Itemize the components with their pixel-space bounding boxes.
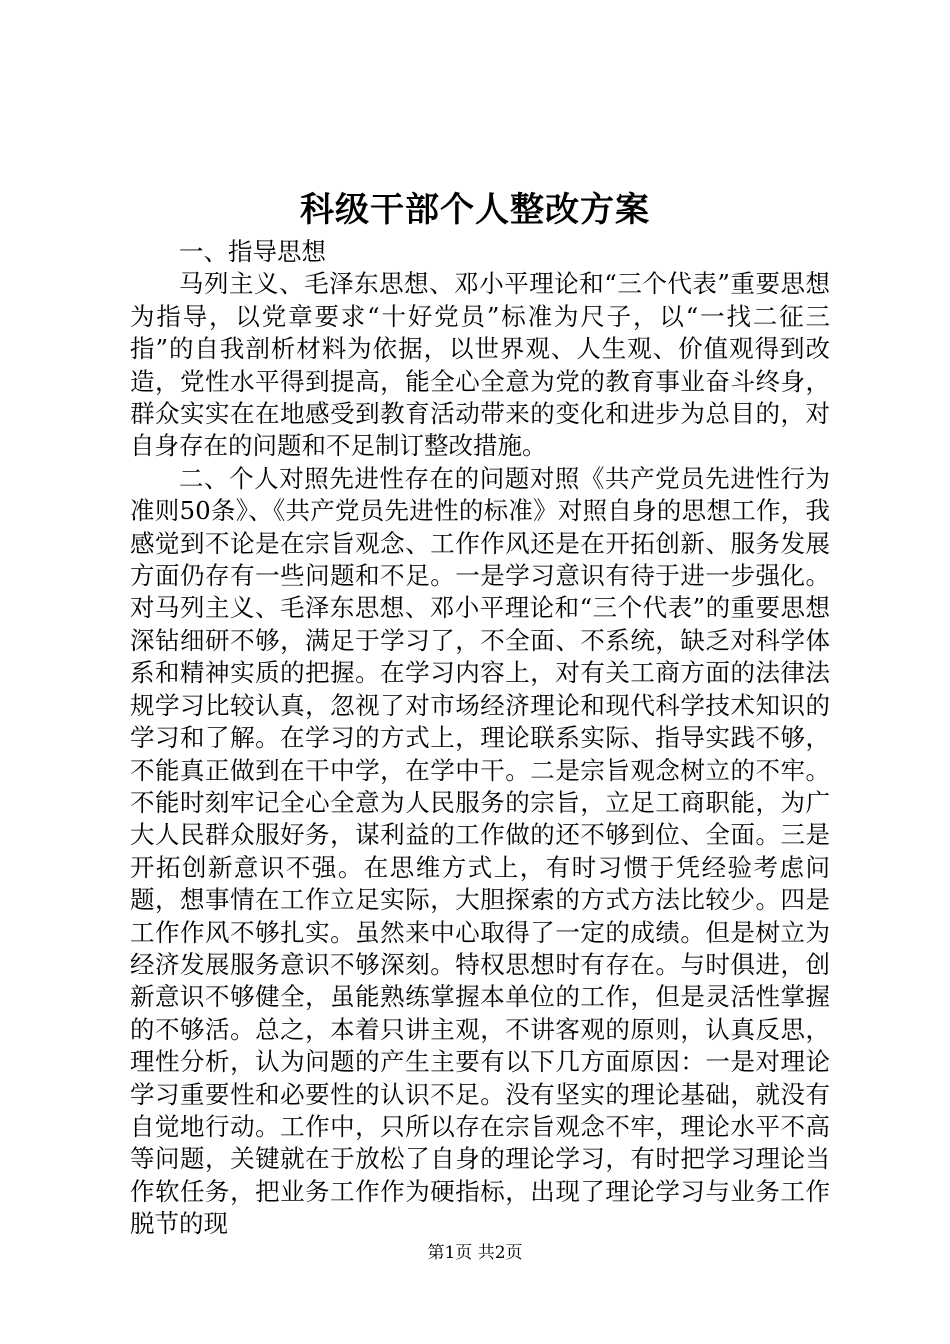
document-title: 科级干部个人整改方案 [300, 190, 650, 230]
section-heading-guiding-thought: 一、指导思想 [179, 237, 326, 266]
paragraph-problems: 二、个人对照先进性存在的问题对照《共产党员先进性行为准则50条》、《共产党员先进性的标准》对照自身的思想工作，我感觉到不论是在宗旨观念、工作作风还是在开拓创新、服务发展方面仍存有一些问题和不足。一是学习意识有待于进一步强化。对马列主义、毛泽东思想、邓小平理论和“三个代表”的重要思想深钻细研不够，满足于学习了，不全面、不系统，缺乏对科学体系和精神实质的把握。在学习内容上，对有关工商方面的法律法规学习比较认真，忽视了对市场经济理论和现代科学技术知识的学习和了解。在学习的方式上，理论联系实际、指导实践不够，不能真正做到在干中学，在学中干。二是宗旨观念树立的不牢。不能时刻牢记全心全意为人民服务的宗旨，立足工商职能，为广大人民群众服好务，谋利益的工作做的还不够到位、全面。三是开拓创新意识不强。在思维方式上，有时习惯于凭经验考虑问题，想事情在工作立足实际，大胆探索的方式方法比较少。四是工作作风不够扎实。虽然来中心取得了一定的成绩。但是树立为经济发展服务意识不够深刻。特权思想时有存在。与时俱进，创新意识不够健全，虽能熟练掌握本单位的工作，但是灵活性掌握的不够活。总之，本着只讲主观，不讲客观的原则，认真反思，理性分析，认为问题的产生主要有以下几方面原因：一是对理论学习重要性和必要性的认识不足。没有坚实的理论基础，就没有自觉地行动。工作中，只所以存在宗旨观念不牢，理论水平不高等问题，关键就在于放松了自身的理论学习，有时把学习理论当作软任务，把业务工作作为硬指标，出现了理论学习与业务工作脱节的现 [130, 463, 830, 1239]
document-body [130, 236, 830, 1241]
page-number-footer: 第1页 共2页 [427, 1243, 523, 1263]
paragraph-guiding-thought: 马列主义、毛泽东思想、邓小平理论和“三个代表”重要思想为指导，以党章要求“十好党员”标准为尺子，以“一找二征三指”的自我剖析材料为依据，以世界观、人生观、价值观得到改造，党性水平得到提高，能全心全意为党的教育事业奋斗终身，群众实实在在地感受到教育活动带来的变化和进步为总目的，对自身存在的问题和不足制订整改措施。 [130, 269, 830, 461]
